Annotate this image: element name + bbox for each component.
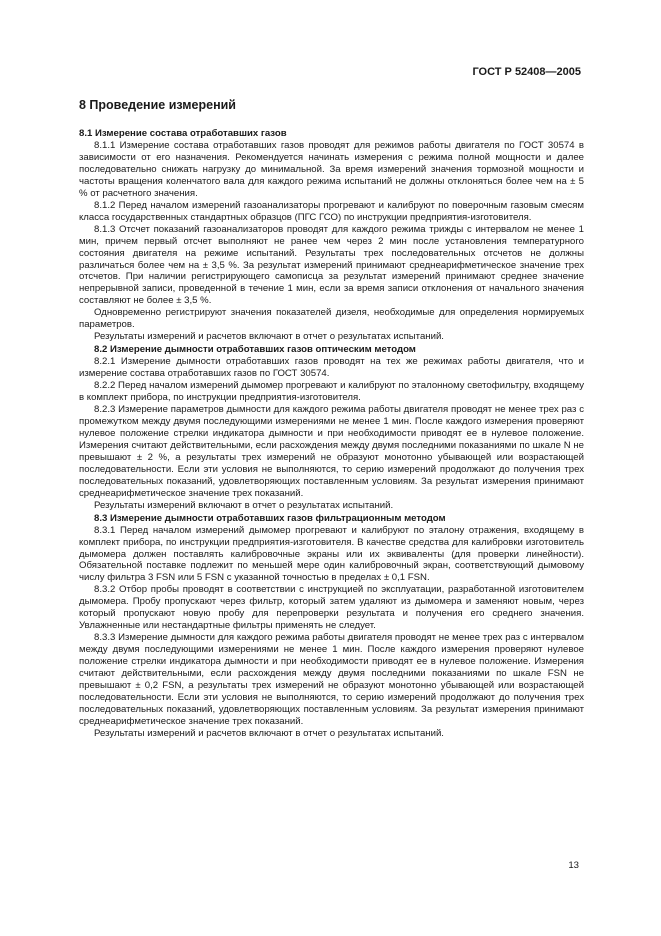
paragraph-8-2-results: Результаты измерений включают в отчет о результатах испытаний.	[94, 499, 394, 511]
paragraph-8-3-2: 8.3.2 Отбор пробы проводят в соответствии с инструкцией по эксплуатации, разработанной изготовителем дымомера. Пробу пропускают через фильтр, который затем удаляют из дымомера и заменяют новым, через который пропускают новую пробу для перепроверки результата и получения его среднего значения. Увлажненные или нестандартные фильтры применять не следует.	[79, 584, 584, 632]
subsection-title-8-3: 8.3 Измерение дымности отработавших газов фильтрационным методом	[94, 512, 446, 524]
page-number: 13	[568, 860, 579, 871]
paragraph-8-1-2: 8.1.2 Перед началом измерений газоанализаторы прогревают и калибруют по поверочным газовым смесям класса государственных стандартных образцов (ПГС ГСО) по инструкции предприятия-изготовителя.	[79, 199, 584, 223]
paragraph-8-3-3: 8.3.3 Измерение дымности для каждого режима работы двигателя проводят не менее трех раз с интервалом между двумя последующими измерениями не менее 1 мин. После каждого измерения проверяют нулевое положение стрелки индикатора дымности и при необходимости приводят ее в нулевое положение. Измерения считают действительными, если расхождения между двумя последними показаниями по шкале FSN не превышают ± 0,2 FSN, а результаты трех измерений не образуют монотонно убывающей или возрастающей последовательности. Если эти условия не выполняются, то серию измерений продолжают до получения трех последовательных показаний, удовлетворяющих поставленным условиям. За результат измерения принимают среднеарифметическое значение трех показаний.	[79, 632, 584, 727]
document-body	[79, 98, 584, 740]
paragraph-8-3-results: Результаты измерений и расчетов включают в отчет о результатах испытаний.	[94, 727, 444, 739]
paragraph-8-1-1: 8.1.1 Измерение состава отработавших газов проводят для режимов работы двигателя по ГОСТ 30574 в зависимости от его назначения. Рекомендуется начинать измерения с режима полной мощности и далее последовательно снижать нагрузку до минимальной. За время измерений значения тормозной мощности и частоты вращения коленчатого вала для каждого режима испытаний не должны отклоняться более чем на ± 5 % от расчетного значения.	[79, 140, 584, 199]
paragraph-8-1-registration: Одновременно регистрируют значения показателей дизеля, необходимые для определения нормируемых параметров.	[79, 307, 584, 331]
paragraph-8-1-results: Результаты измерений и расчетов включают в отчет о результатах испытаний.	[94, 331, 444, 343]
paragraph-8-3-1: 8.3.1 Перед началом измерений дымомер прогревают и калибруют по эталону отражения, входящему в комплект прибора, по инструкции предприятия-изготовителя. В качестве средства для калибровки изготовитель дымомера должен поставлять калибровочные экраны или их эквиваленты (для проверки линейности). Обязательной поставке подлежит по меньшей мере один калибровочный экран, соответствующий дымовому числу фильтра 3 FSN или 5 FSN с указанной точностью в пределах ± 0,1 FSN.	[79, 524, 584, 584]
paragraph-8-1-3: 8.1.3 Отсчет показаний газоанализаторов проводят для каждого режима трижды с интервалом не менее 1 мин, причем первый отсчет выполняют не ранее чем через 2 мин после установления температурного состояния двигателя на режиме испытаний. Результаты трех последовательных отсчетов не должны различаться более чем на ± 3,5 %. За результат измерений принимают среднеарифметическое значение трех отсчетов. При наличии регистрирующего самописца за результат измерений принимают среднее значение непрерывной записи, проведенной в течение 1 мин, если за время записи отклонения от начального значения составляют не более ± 3,5 %.	[79, 223, 584, 307]
section-title: 8 Проведение измерений	[79, 98, 236, 112]
paragraph-8-2-3: 8.2.3 Измерение параметров дымности для каждого режима работы двигателя проводят не менее трех раз с промежутком между двумя последующими измерениями не менее 1 мин. После каждого измерения проверяют нулевое положение стрелки индикатора дымности и при необходимости приводят ее в нулевое положение. Измерения считают действительными, если расхождения между двумя последними показаниями по шкале N не превышают ± 2 %, а результаты трех измерений не образуют монотонно убывающей или возрастающей последовательности. Если эти условия не выполняются, то серию измерений продолжают до получения трех последовательных показаний, удовлетворяющих поставленным условиям. За результат измерения принимают среднеарифметическое значение трех показаний.	[79, 404, 584, 499]
subsection-title-8-2: 8.2 Измерение дымности отработавших газов оптическим методом	[94, 344, 416, 356]
paragraph-8-2-1: 8.2.1 Измерение дымности отработавших газов проводят на тех же режимах работы двигателя, что и измерение состава отработавших газов по ГОСТ 30574.	[79, 356, 584, 380]
subsection-title-8-1: 8.1 Измерение состава отработавших газов	[79, 128, 287, 139]
document-standard-header: ГОСТ Р 52408—2005	[472, 66, 581, 78]
paragraph-8-2-2: 8.2.2 Перед началом измерений дымомер прогревают и калибруют по эталонному светофильтру, входящему в комплект прибора, по инструкции предприятия-изготовителя.	[79, 380, 584, 404]
